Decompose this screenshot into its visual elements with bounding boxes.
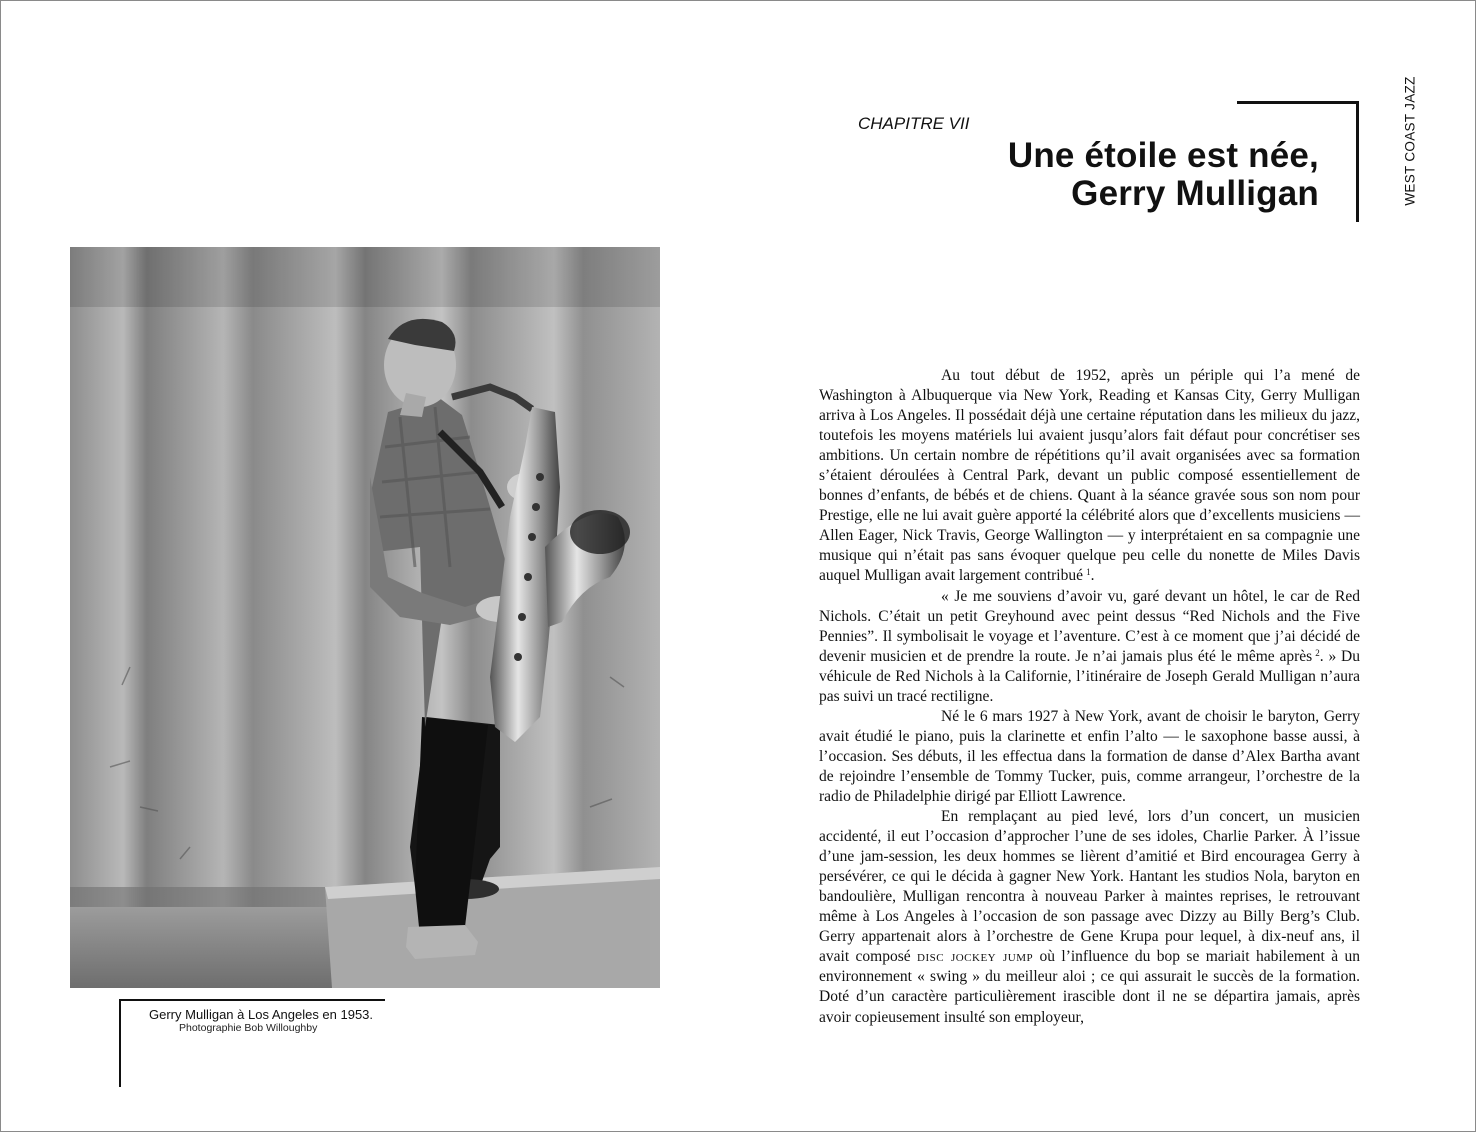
footnote-ref: 1: [1086, 567, 1091, 578]
chapter-label: CHAPITRE VII: [858, 114, 970, 133]
body-text: [819, 366, 1360, 1028]
title-bracket-horizontal: [1237, 101, 1359, 104]
chapter-title-line-2: Gerry Mulligan: [1071, 174, 1319, 213]
chapter-title: [899, 137, 1319, 213]
footnote-ref: 2: [1315, 647, 1320, 658]
running-head: WEST COAST JAZZ: [1402, 76, 1418, 206]
caption-rule-horizontal: [119, 999, 385, 1001]
photo-caption: Gerry Mulligan à Los Angeles en 1953.: [149, 1007, 374, 1022]
caption-rule-vertical: [119, 999, 121, 1087]
saxophonist-photo: [70, 247, 660, 988]
chapter-title-line-1: Une étoile est née,: [1007, 136, 1319, 175]
paragraph: Né le 6 mars 1927 à New York, avant de choisir le baryton, Gerry avait étudié le piano, puis la clarinette et enfin l’alto — le saxophone basse aussi, à l’occasion. Ses débuts, il les effectua dans la formation de danse d’Alex Bartha avant de rejoindre l’ensemble de Tommy Tucker, puis, comme arrangeur, l’orchestre de la radio de Philadelphie dirigé par Elliott Lawrence.: [819, 707, 1360, 805]
title-bracket-vertical: [1356, 101, 1359, 222]
photo-gerry-mulligan: [70, 247, 660, 988]
photo-credit: Photographie Bob Willoughby: [179, 1022, 318, 1034]
paragraph: En remplaçant au pied levé, lors d’un concert, un musicien accidenté, il eut l’occasion d’approcher l’une de ses idoles, Charlie Parker. À l’issue d’une jam-session, les deux hommes se lièrent d’amitié et Bird encouragea Gerry à persévérer, ce qui le décida à gagner New York. Hantant les studios Nola, baryton en bandoulière, Mulligan rencontra à nouveau Parker à maintes reprises, le retrouvant même à Los Angeles à l’occasion de son passage avec Dizzy au Billy Berg’s Club. Gerry appartenait alors à l’orchestre de Gene Krupa pour lequel, à dix-neuf ans, il avait composé disc jockey jump où l’influence du bop se mariait habilement à un environnement « swing » du meilleur aloi ; ce qui assurait le succès de la formation. Doté d’un caractère particulièrement irascible dont il ne se départira jamais, après avoir copieusement insulté son employeur,: [819, 808, 1361, 1026]
paragraph: « Je me souviens d’avoir vu, garé devant un hôtel, le car de Red Nichols. C’était un petit Greyhound avec peint dessus “Red Nichols and the Five Pennies”. Il symbolisait le voyage et l’aventure. C’est à ce moment que j’ai décidé de devenir musicien et de prendre la route. Je n’ai jamais plus été le même après $^2$. » Du véhicule de Red Nichols à la Californie, l’itinéraire de Joseph Gerald Mulligan n’aura pas suivi un tracé rectiligne.: [819, 587, 1360, 705]
paragraph: Au tout début de 1952, après un périple qui l’a mené de Washington à Albuquerque via New York, Reading et Kansas City, Gerry Mulligan arriva à Los Angeles. Il possédait déjà une certaine réputation dans les milieux du jazz, toutefois les moyens matériels lui avaient jusqu’alors fait défaut pour concrétiser ses ambitions. Un certain nombre de répétitions qu’il avait organisées avec sa formation s’étaient déroulées à Central Park, devant un public composé essentiellement de bonnes d’enfants, de bébés et de chiens. Quant à la séance gravée sous son nom pour Prestige, elle ne lui avait guère apporté la célébrité alors que d’excellents musiciens — Allen Eager, Nick Travis, George Wallington — y interprétaient en sa compagnie une musique qui n’était pas sans évoquer quelque peu celle du nonette de Miles Davis auquel Mulligan avait largement contribué $^1$.: [819, 367, 1360, 585]
song-title: disc jockey jump: [917, 948, 1034, 966]
